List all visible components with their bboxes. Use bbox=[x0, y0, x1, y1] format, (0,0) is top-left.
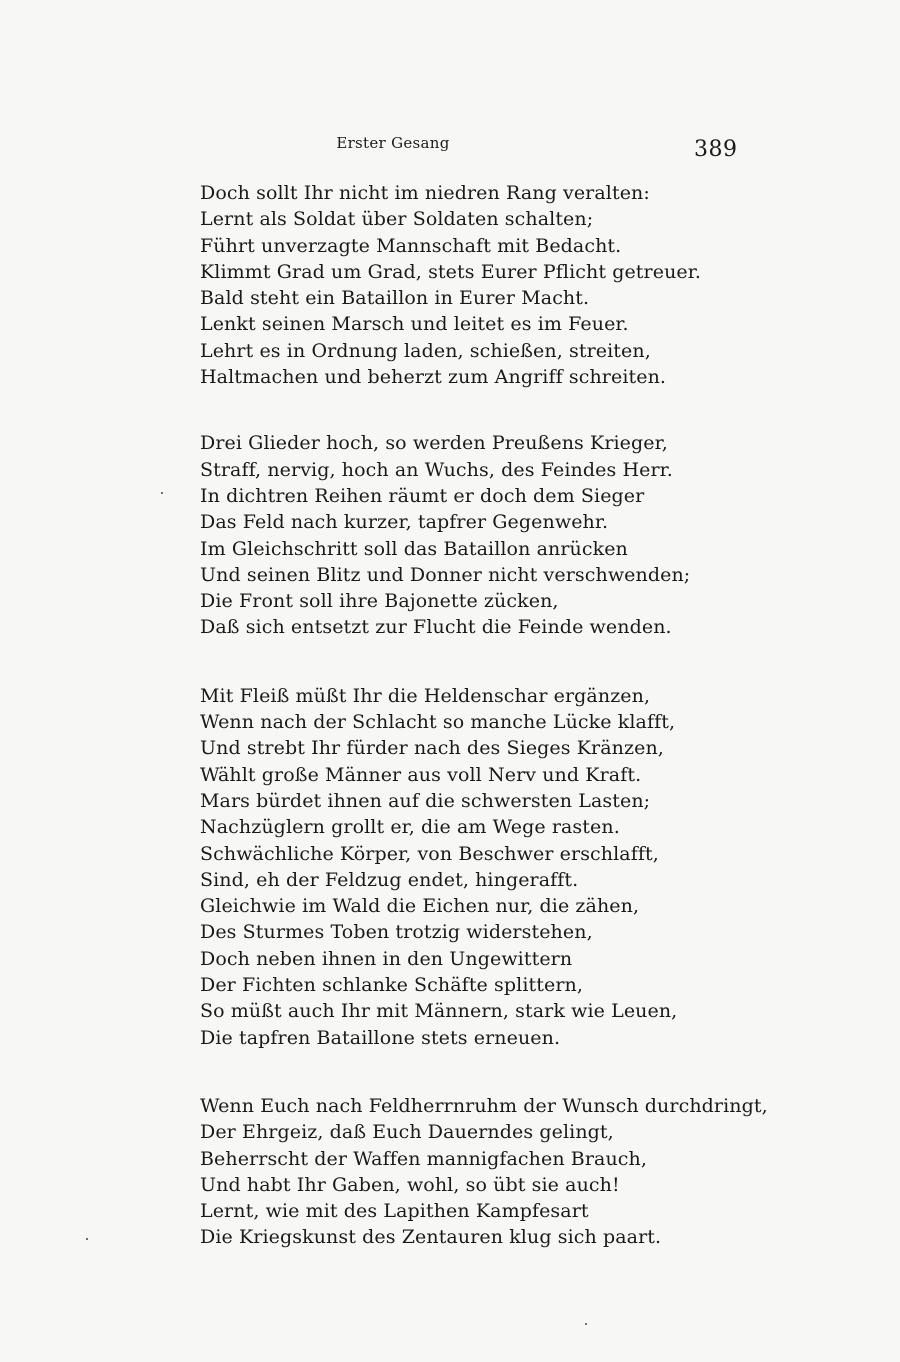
verse-line: Klimmt Grad um Grad, stets Eurer Pflicht getreuer. bbox=[200, 260, 701, 283]
verse-line: Lernt als Soldat über Soldaten schalten; bbox=[200, 208, 594, 231]
verse-line: Sind, eh der Feldzug endet, hingerafft. bbox=[200, 868, 579, 891]
verse-line: Wenn nach der Schlacht so manche Lücke klafft, bbox=[200, 711, 676, 734]
verse-line: Lenkt seinen Marsch und leitet es im Feuer. bbox=[200, 313, 629, 336]
verse-line: Straff, nervig, hoch an Wuchs, des Feindes Herr. bbox=[200, 458, 673, 481]
verse-line: Schwächliche Körper, von Beschwer erschlafft, bbox=[200, 842, 659, 865]
scan-speck bbox=[585, 1323, 587, 1325]
stanza-divider bbox=[200, 641, 860, 683]
verse-line: So müßt auch Ihr mit Männern, stark wie Leuen, bbox=[200, 1000, 678, 1023]
verse-line: Und strebt Ihr fürder nach des Sieges Kränzen, bbox=[200, 737, 664, 760]
stanza-4 bbox=[200, 1093, 860, 1251]
verse-line: In dichtren Reihen räumt er doch dem Sieger bbox=[200, 484, 645, 507]
verse-line: Nachzüglern grollt er, die am Wege rasten. bbox=[200, 816, 620, 839]
verse-line: Mars bürdet ihnen auf die schwersten Lasten; bbox=[200, 789, 651, 812]
stanza-1 bbox=[200, 180, 860, 390]
scan-speck bbox=[86, 1238, 88, 1240]
verse-line: Die Kriegskunst des Zentauren klug sich paart. bbox=[200, 1226, 662, 1249]
verse-line: Wählt große Männer aus voll Nerv und Kraft. bbox=[200, 763, 642, 786]
verse-line: Führt unverzagte Mannschaft mit Bedacht. bbox=[200, 234, 622, 257]
verse-line: Daß sich entsetzt zur Flucht die Feinde wenden. bbox=[200, 616, 672, 639]
verse-line: Das Feld nach kurzer, tapfrer Gegenwehr. bbox=[200, 511, 609, 534]
verse-line: Lernt, wie mit des Lapithen Kampfesart bbox=[200, 1200, 589, 1223]
verse-line: Doch neben ihnen in den Ungewittern bbox=[200, 947, 573, 970]
verse-line: Haltmachen und beherzt zum Angriff schreiten. bbox=[200, 366, 667, 389]
verse-line: Und habt Ihr Gaben, wohl, so übt sie auch! bbox=[200, 1173, 620, 1196]
verse-line: Doch sollt Ihr nicht im niedren Rang veralten: bbox=[200, 182, 650, 204]
stanza-2 bbox=[200, 430, 860, 640]
verse-line: Im Gleichschritt soll das Bataillon anrücken bbox=[200, 537, 628, 560]
verse-line: Wenn Euch nach Feldherrnruhm der Wunsch durchdringt, bbox=[200, 1094, 768, 1117]
stanza-divider bbox=[200, 1051, 860, 1093]
running-title: Erster Gesang bbox=[336, 134, 450, 152]
verse-line: Die tapfren Bataillone stets erneuen. bbox=[200, 1026, 561, 1049]
verse-line: Drei Glieder hoch, so werden Preußens Krieger, bbox=[200, 432, 668, 455]
verse-line: Gleichwie im Wald die Eichen nur, die zähen, bbox=[200, 895, 640, 918]
verse-line: Lehrt es in Ordnung laden, schießen, streiten, bbox=[200, 339, 651, 362]
verse-line: Mit Fleiß müßt Ihr die Heldenschar ergänzen, bbox=[200, 684, 651, 707]
verse-line: Beherrscht der Waffen mannigfachen Brauch, bbox=[200, 1147, 648, 1170]
verse-line: Die Front soll ihre Bajonette zücken, bbox=[200, 590, 559, 613]
verse-line: Des Sturmes Toben trotzig widerstehen, bbox=[200, 921, 593, 944]
page-number: 389 bbox=[694, 137, 738, 162]
poem-body bbox=[200, 180, 860, 1251]
stanza-3 bbox=[200, 683, 860, 1051]
verse-line: Bald steht ein Bataillon in Eurer Macht. bbox=[200, 287, 590, 310]
verse-line: Der Ehrgeiz, daß Euch Dauerndes gelingt, bbox=[200, 1121, 614, 1144]
stanza-divider bbox=[200, 390, 860, 430]
verse-line: Der Fichten schlanke Schäfte splittern, bbox=[200, 974, 583, 997]
scan-speck bbox=[161, 492, 163, 494]
verse-line: Und seinen Blitz und Donner nicht verschwenden; bbox=[200, 563, 691, 586]
